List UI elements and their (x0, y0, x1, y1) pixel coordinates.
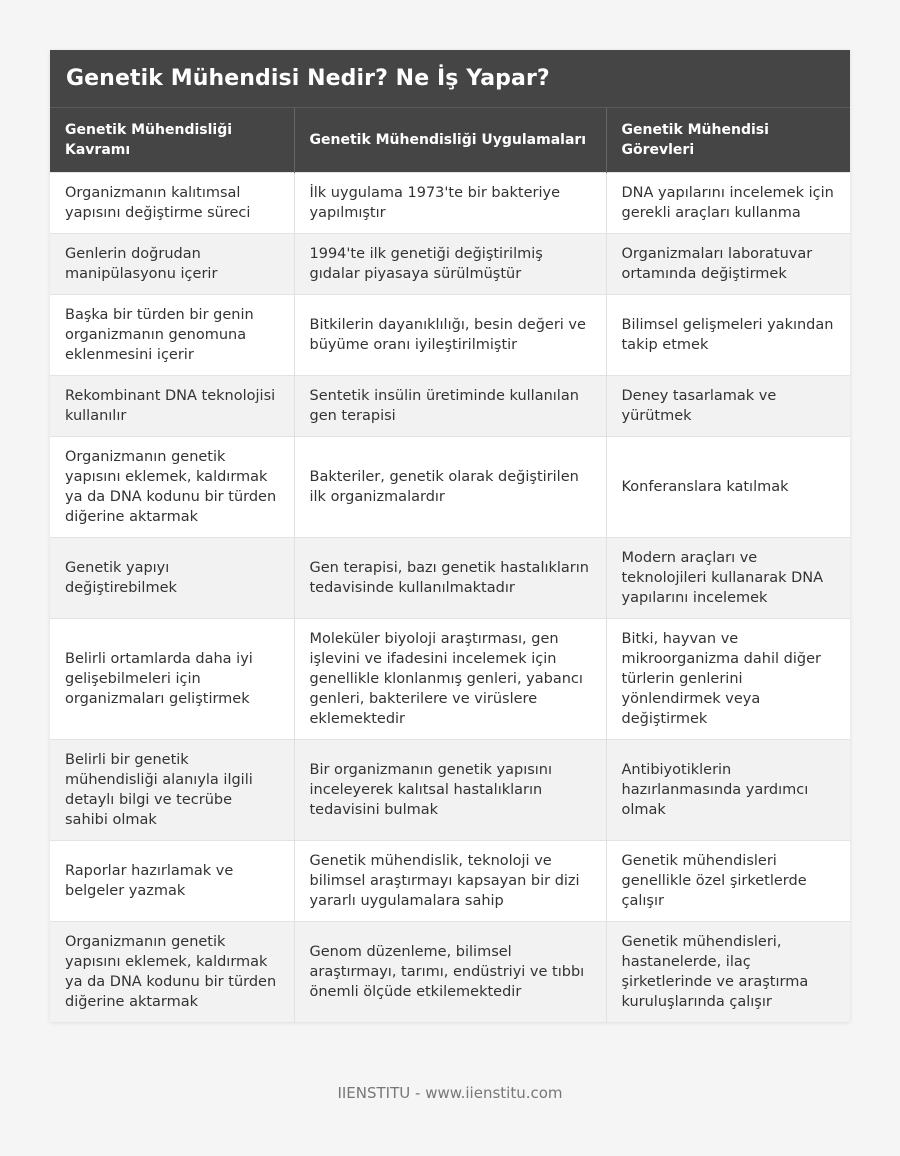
table-cell: Moleküler biyoloji araştırması, gen işlevini ve ifadesini incelemek için genellikle klonlanmış genleri, yabancı genleri, bakterilere ve virüslere eklemektedir (294, 618, 606, 739)
table-cell: Bitkilerin dayanıklılığı, besin değeri ve büyüme oranı iyileştirilmiştir (294, 294, 606, 375)
table-cell: Genlerin doğrudan manipülasyonu içerir (50, 233, 294, 294)
column-header-applications: Genetik Mühendisliği Uygulamaları (294, 108, 606, 172)
table-cell: Bitki, hayvan ve mikroorganizma dahil diğer türlerin genlerini yönlendirmek veya değiştirmek (606, 618, 850, 739)
table-cell: Genom düzenleme, bilimsel araştırmayı, tarımı, endüstriyi ve tıbbı önemli ölçüde etkilemektedir (294, 921, 606, 1022)
table-cell: Bilimsel gelişmeleri yakından takip etmek (606, 294, 850, 375)
footer-credit: IIENSTITU - www.iienstitu.com (337, 1084, 563, 1102)
table-cell: Organizmanın genetik yapısını eklemek, kaldırmak ya da DNA kodunu bir türden diğerine aktarmak (50, 921, 294, 1022)
column-header-concept: Genetik Mühendisliği Kavramı (50, 108, 294, 172)
table-card (50, 50, 850, 1022)
table-cell: Genetik mühendislik, teknoloji ve bilimsel araştırmayı kapsayan bir dizi yararlı uygulamalara sahip (294, 840, 606, 921)
table-cell: Genetik mühendisleri, hastanelerde, ilaç şirketlerinde ve araştırma kuruluşlarında çalışır (606, 921, 850, 1022)
table-cell: Raporlar hazırlamak ve belgeler yazmak (50, 840, 294, 921)
table-header (50, 108, 850, 172)
table-cell: Rekombinant DNA teknolojisi kullanılır (50, 375, 294, 436)
header-row (50, 108, 850, 172)
title-bar (50, 50, 850, 108)
table-cell: Antibiyotiklerin hazırlanmasında yardımcı olmak (606, 739, 850, 840)
table-row (50, 840, 850, 921)
column-header-duties: Genetik Mühendisi Görevleri (606, 108, 850, 172)
table-cell: Genetik mühendisleri genellikle özel şirketlerde çalışır (606, 840, 850, 921)
table-cell: 1994'te ilk genetiği değiştirilmiş gıdalar piyasaya sürülmüştür (294, 233, 606, 294)
table-row (50, 294, 850, 375)
table-cell: Bakteriler, genetik olarak değiştirilen ilk organizmalardır (294, 436, 606, 537)
table-cell: Belirli bir genetik mühendisliği alanıyla ilgili detaylı bilgi ve tecrübe sahibi olmak (50, 739, 294, 840)
table-cell: Deney tasarlamak ve yürütmek (606, 375, 850, 436)
table-cell: Sentetik insülin üretiminde kullanılan gen terapisi (294, 375, 606, 436)
table-cell: Organizmanın kalıtımsal yapısını değiştirme süreci (50, 172, 294, 233)
table-row (50, 537, 850, 618)
table-cell: Belirli ortamlarda daha iyi gelişebilmeleri için organizmaları geliştirmek (50, 618, 294, 739)
page-title: Genetik Mühendisi Nedir? Ne İş Yapar? (66, 66, 550, 91)
table-row (50, 375, 850, 436)
table-row (50, 172, 850, 233)
table-cell: Gen terapisi, bazı genetik hastalıkların tedavisinde kullanılmaktadır (294, 537, 606, 618)
table-cell: Genetik yapıyı değiştirebilmek (50, 537, 294, 618)
table-row (50, 618, 850, 739)
table-row (50, 921, 850, 1022)
table-cell: Organizmaları laboratuvar ortamında değiştirmek (606, 233, 850, 294)
table-cell: Başka bir türden bir genin organizmanın genomuna eklenmesini içerir (50, 294, 294, 375)
table-cell: Bir organizmanın genetik yapısını inceleyerek kalıtsal hastalıkların tedavisini bulmak (294, 739, 606, 840)
table-cell: Konferanslara katılmak (606, 436, 850, 537)
table-cell: İlk uygulama 1973'te bir bakteriye yapılmıştır (294, 172, 606, 233)
table-row (50, 436, 850, 537)
table-cell: DNA yapılarını incelemek için gerekli araçları kullanma (606, 172, 850, 233)
table-cell: Modern araçları ve teknolojileri kullanarak DNA yapılarını incelemek (606, 537, 850, 618)
table-row (50, 233, 850, 294)
table-cell: Organizmanın genetik yapısını eklemek, kaldırmak ya da DNA kodunu bir türden diğerine aktarmak (50, 436, 294, 537)
table-row (50, 739, 850, 840)
data-table (50, 108, 850, 1022)
table-body (50, 172, 850, 1022)
